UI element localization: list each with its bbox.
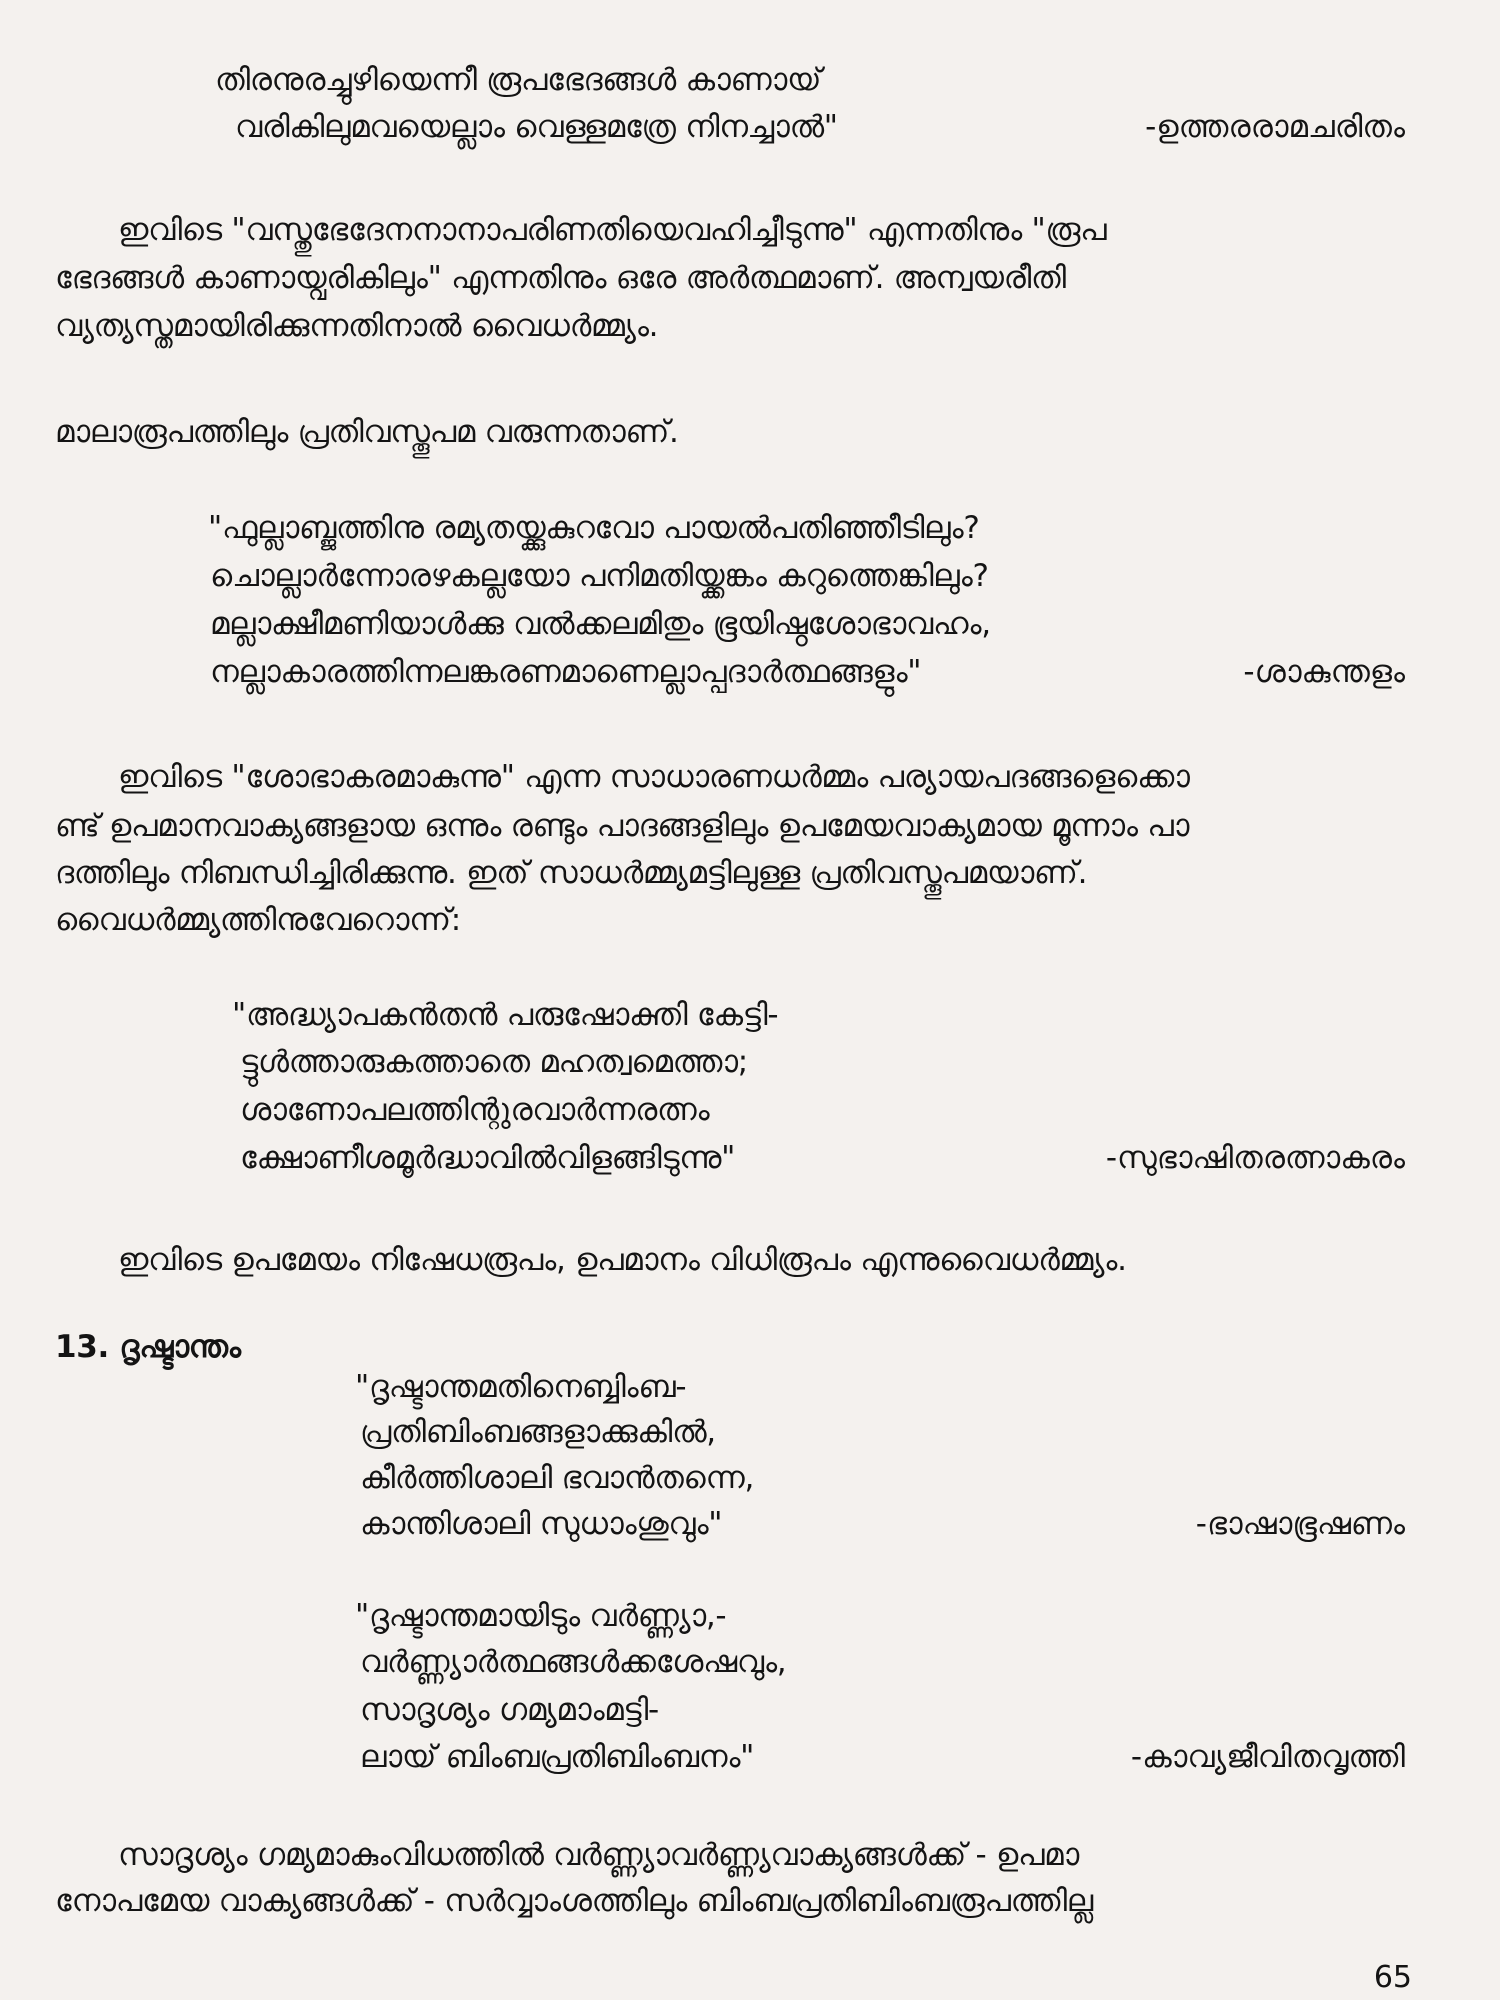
page-number: 65 [1373, 1960, 1412, 1995]
verse3-line-4: ക്ഷോണീശമൂർദ്ധാവിൽവിളങ്ങിടുന്നു" [240, 1140, 736, 1176]
section-heading: 13. ദൃഷ്ടാന്തം [55, 1329, 241, 1365]
verse5-line-3: സാദൃശ്യം ഗമ്യമാംമട്ടി- [360, 1692, 659, 1728]
verse3-line-3: ശാണോപലത്തിന്റുരവാർന്നരത്നം [240, 1092, 710, 1128]
verse4-line-1: "ദൃഷ്ടാന്തമതിനെബ്ബിംബ- [355, 1369, 687, 1405]
verse2-source: -ശാകുന്തളം [1243, 654, 1405, 690]
verse1-source: -ഉത്തരരാമചരിതം [1145, 109, 1405, 145]
para5-line-2: നോപമേയ വാക്യങ്ങൾക്ക് - സർവ്വാംശത്തിലും ബിംബപ്രതിബിംബരൂപത്തില്ല [55, 1883, 1093, 1919]
verse5-line-1: "ദൃഷ്ടാന്തമായിടും വർണ്ണ്യാ,- [355, 1598, 727, 1634]
para5-line-1: സാദൃശ്യം ഗമ്യമാകുംവിധത്തിൽ വർണ്ണ്യാവർണ്ണ്യവാക്യങ്ങൾക്ക് - ഉപമാ [118, 1837, 1080, 1873]
para4-line: ഇവിടെ ഉപമേയം നിഷേധരൂപം, ഉപമാനം വിധിരൂപം എന്നുവൈധർമ്മ്യം. [118, 1242, 1127, 1278]
verse5-line-2: വർണ്ണ്യാർത്ഥങ്ങൾക്കശേഷവും, [360, 1644, 787, 1680]
verse4-source: -ഭാഷാഭൂഷണം [1195, 1506, 1405, 1542]
verse1-line-2: വരികിലുമവയെല്ലാം വെള്ളമത്രേ നിനച്ചാൽ" [235, 109, 838, 145]
verse2-line-3: മല്ലാക്ഷീമണിയാൾക്കു വൽക്കലമിതും ഭൂയിഷ്ഠശോഭാവഹം, [210, 606, 991, 642]
verse4-line-4: കാന്തിശാലി സുധാംശുവും" [360, 1506, 723, 1542]
para3-line-3: ദത്തിലും നിബന്ധിച്ചിരിക്കുന്നു. ഇത് സാധർമ്മ്യമട്ടിലുള്ള പ്രതിവസ്തൂപമയാണ്. [55, 855, 1088, 891]
verse5-source: -കാവ്യജീവിതവൃത്തി [1130, 1739, 1405, 1775]
para1-line-1: ഇവിടെ "വസ്തുഭേദേനനാനാപരിണതിയെവഹിച്ചീടുന്നു" എന്നതിനും "രൂപ [118, 212, 1107, 248]
verse1-line-1: തിരനുരച്ചുഴിയെന്നീ രൂപഭേദങ്ങൾ കാണായ് [215, 62, 822, 98]
para3-line-4: വൈധർമ്മ്യത്തിനുവേറൊന്ന്: [55, 902, 461, 938]
verse5-line-4: ലായ് ബിംബപ്രതിബിംബനം" [360, 1739, 755, 1775]
para3-line-2: ണ്ട് ഉപമാനവാക്യങ്ങളായ ഒന്നും രണ്ടും പാദങ്ങളിലും ഉപമേയവാക്യമായ മൂന്നാം പാ [55, 808, 1190, 844]
verse3-line-2: ട്ടുൾത്താരുകത്താതെ മഹത്വമെത്താ; [240, 1044, 748, 1080]
verse4-line-2: പ്രതിബിംബങ്ങളാക്കുകിൽ, [360, 1414, 716, 1450]
verse2-line-1: "ഫുല്ലാബ്ജത്തിനു രമ്യതയ്ക്കുകുറവോ പായൽപതിഞ്ഞീടിലും? [208, 510, 980, 546]
verse2-line-4: നല്ലാകാരത്തിന്നലങ്കരണമാണെല്ലാപ്പദാർത്ഥങ്ങളും" [210, 654, 922, 690]
para2-line: മാലാരൂപത്തിലും പ്രതിവസ്തൂപമ വരുന്നതാണ്. [55, 414, 679, 450]
verse4-line-3: കീർത്തിശാലി ഭവാൻതന്നെ, [360, 1460, 755, 1496]
para3-line-1: ഇവിടെ "ശോഭാകരമാകുന്നു" എന്ന സാധാരണധർമ്മം പര്യായപദങ്ങളെക്കൊ [118, 759, 1190, 795]
verse3-source: -സുഭാഷിതരത്നാകരം [1105, 1140, 1405, 1176]
verse3-line-1: "അദ്ധ്യാപകൻതൻ പരുഷോക്തി കേട്ടി- [232, 997, 779, 1033]
para1-line-2: ഭേദങ്ങൾ കാണായ്വരികിലും" എന്നതിനും ഒരേ അർത്ഥമാണ്. അന്വയരീതി [55, 260, 1066, 296]
para1-line-3: വ്യത്യസ്തമായിരിക്കുന്നതിനാൽ വൈധർമ്മ്യം. [55, 308, 659, 344]
verse2-line-2: ചൊല്ലാർന്നോരഴകല്ലയോ പനിമതിയ്ക്കങ്കം കറുത്തെങ്കിലും? [210, 558, 989, 594]
